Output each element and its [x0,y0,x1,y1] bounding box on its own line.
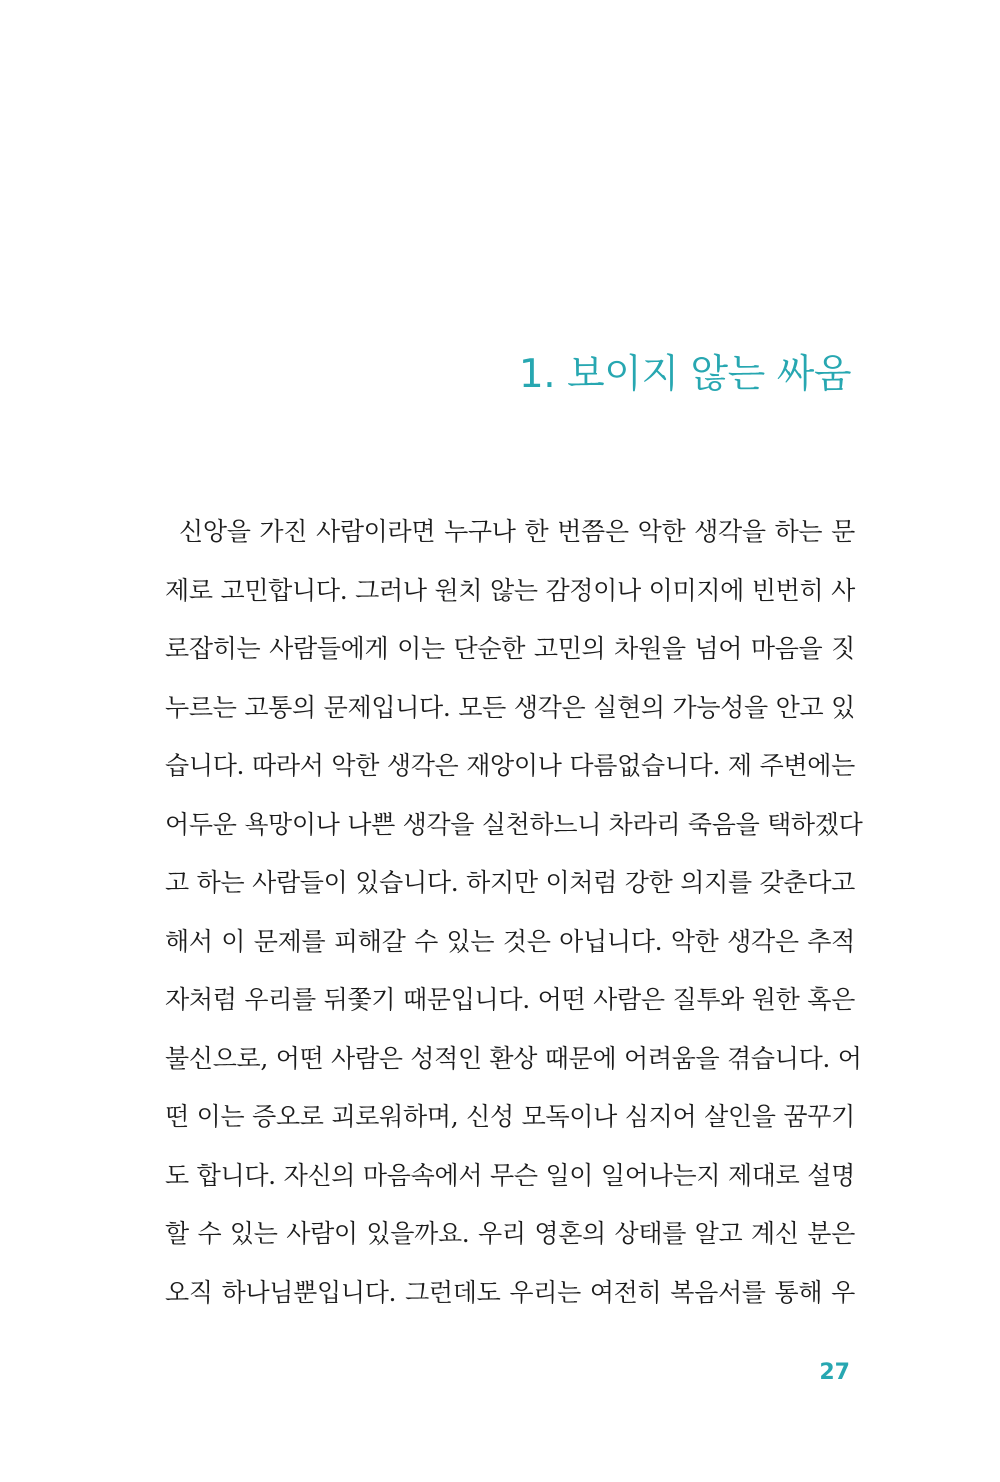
text-line: 고 하는 사람들이 있습니다. 하지만 이처럼 강한 의지를 갖춘다고 [165,868,855,897]
text-line: 로잡히는 사람들에게 이는 단순한 고민의 차원을 넘어 마음을 짓 [165,634,855,663]
chapter-title: 1. 보이지 않는 싸움 [518,352,851,397]
body-paragraph [165,503,863,1322]
text-line: 신앙을 가진 사람이라면 누구나 한 번쯤은 악한 생각을 하는 문 [179,517,855,546]
text-line: 자처럼 우리를 뒤쫓기 때문입니다. 어떤 사람은 질투와 원한 혹은 [165,985,855,1014]
text-line: 할 수 있는 사람이 있을까요. 우리 영혼의 상태를 알고 계신 분은 [165,1219,855,1248]
text-line: 떤 이는 증오로 괴로워하며, 신성 모독이나 심지어 살인을 꿈꾸기 [165,1102,855,1131]
text-line: 누르는 고통의 문제입니다. 모든 생각은 실현의 가능성을 안고 있 [165,692,855,722]
text-line: 오직 하나님뿐입니다. 그런데도 우리는 여전히 복음서를 통해 우 [165,1277,855,1307]
text-line: 제로 고민합니다. 그러나 원치 않는 감정이나 이미지에 빈번히 사 [165,575,855,605]
text-line: 불신으로, 어떤 사람은 성적인 환상 때문에 어려움을 겪습니다. 어 [165,1043,862,1073]
text-line: 습니다. 따라서 악한 생각은 재앙이나 다름없습니다. 제 주변에는 [165,751,855,780]
text-line: 어두운 욕망이나 나쁜 생각을 실천하느니 차라리 죽음을 택하겠다 [165,809,863,839]
text-line: 해서 이 문제를 피해갈 수 있는 것은 아닙니다. 악한 생각은 추적 [165,926,855,956]
text-line: 도 합니다. 자신의 마음속에서 무슨 일이 일어나는지 제대로 설명 [165,1160,855,1190]
page-number: 27 [819,1360,850,1385]
